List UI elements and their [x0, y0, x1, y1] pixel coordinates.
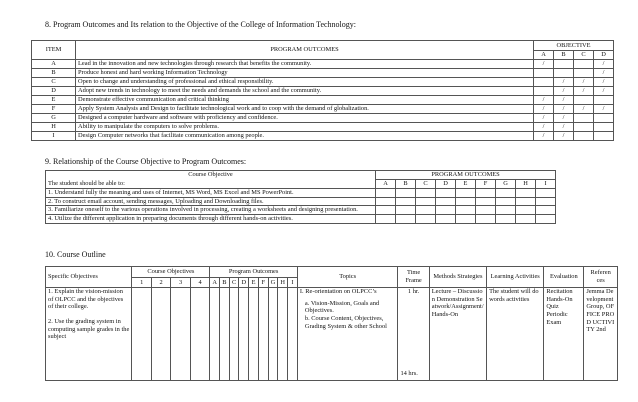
outcome-col: F	[476, 180, 496, 189]
learning-header: Learning Activities	[487, 267, 544, 288]
outcome-cell	[476, 189, 496, 198]
outcome-row	[32, 96, 614, 105]
objective-mark: /	[594, 87, 614, 96]
topics-header: Topics	[297, 267, 398, 288]
outcome-text: Demonstrate effective communication and critical thinking	[76, 96, 534, 105]
objective-mark: /	[534, 123, 554, 132]
outcome-cell	[376, 215, 396, 224]
outcome-cell	[476, 215, 496, 224]
objective-mark	[574, 69, 594, 78]
objective-col-c: C	[574, 51, 594, 60]
outcome-text: Apply System Analysis and Design to facilitate technological work and to coop with the demand of globalization.	[76, 105, 534, 114]
section-8-heading: 8. Program Outcomes and Its relation to the Objective of the College of Information Technology:	[45, 20, 356, 29]
outcome-cell	[416, 215, 436, 224]
objective-mark: /	[534, 96, 554, 105]
objective-col-b: B	[554, 51, 574, 60]
outcome-cell	[396, 189, 416, 198]
outcome-cell	[416, 189, 436, 198]
course-objective-num: 1	[132, 278, 151, 288]
time-frame-header: Time Frame	[398, 267, 429, 288]
outcome-item: A	[32, 60, 76, 69]
time-frame-1: 1 hr.	[407, 288, 420, 295]
outcome-text: Lead in the innovation and new technologies through research that benefits the community.	[76, 60, 534, 69]
objective-mark	[594, 123, 614, 132]
time-frame-cell	[398, 288, 429, 381]
objective-mark: /	[574, 78, 594, 87]
outcome-col: E	[456, 180, 476, 189]
outcome-cell	[456, 189, 476, 198]
objective-mark	[594, 96, 614, 105]
outcome-item: E	[32, 96, 76, 105]
objective-col-a: A	[534, 51, 554, 60]
outcome-cell	[396, 206, 416, 215]
objective-mark	[574, 132, 594, 141]
evaluation-cell: Recitation Hands-On Quiz Periodic Exam	[544, 288, 584, 381]
outcome-cell	[476, 206, 496, 215]
objective-mark: /	[554, 132, 574, 141]
outcome-row	[32, 132, 614, 141]
outcome-cell	[376, 189, 396, 198]
objective-mark: /	[554, 87, 574, 96]
course-objective-text: 1. Understand fully the meaning and uses of Internet, MS Word, MS Excel and MS PowerPoint.	[46, 189, 376, 198]
outcome-cell	[436, 189, 456, 198]
objective-mark	[554, 69, 574, 78]
course-objectives-header: Course Objectives	[132, 267, 210, 278]
outcome-cell	[456, 215, 476, 224]
outcome-cell	[516, 197, 536, 206]
program-outcome-letter: H	[278, 278, 288, 288]
objective-mark	[574, 123, 594, 132]
specific-objective-1: 1. Explain the vision-mission of OLPCC and the objectives of their college.	[48, 288, 124, 311]
specific-objective-2: 2. Use the grading system in computing sample grades in the subject	[48, 318, 130, 341]
learning-cell: The student will do words activities	[487, 288, 544, 381]
course-objective-row	[46, 206, 556, 215]
outcome-cell	[416, 197, 436, 206]
course-outline-table	[45, 266, 618, 381]
objective-mark: /	[534, 114, 554, 123]
outcome-cell	[456, 206, 476, 215]
outcome-cell	[496, 197, 516, 206]
outcome-row	[32, 105, 614, 114]
objective-mark	[594, 114, 614, 123]
specific-objectives-header: Specific Objectives	[46, 267, 132, 288]
program-outcome-letter: A	[210, 278, 220, 288]
outcome-row	[32, 123, 614, 132]
section-10-heading: 10. Course Outline	[45, 250, 106, 259]
outcome-cell	[536, 197, 556, 206]
outcome-cell	[376, 206, 396, 215]
outcome-cell	[396, 197, 416, 206]
objective-mark	[534, 69, 554, 78]
program-outcome-letter: F	[258, 278, 268, 288]
outcome-cell	[536, 189, 556, 198]
outcome-col: D	[436, 180, 456, 189]
outcome-row	[32, 60, 614, 69]
objective-mark: /	[554, 114, 574, 123]
course-objective-num: 4	[190, 278, 209, 288]
outcome-item: C	[32, 78, 76, 87]
program-outcome-letter: E	[249, 278, 259, 288]
program-outcome-letter: C	[229, 278, 239, 288]
objective-mark	[574, 114, 594, 123]
course-objective-row	[46, 197, 556, 206]
course-objective-row	[46, 189, 556, 198]
outcome-row	[32, 78, 614, 87]
outcome-item: G	[32, 114, 76, 123]
outcome-row	[32, 87, 614, 96]
outcome-text: Designed a computer hardware and software with proficiency and confidence.	[76, 114, 534, 123]
objective-mark	[574, 96, 594, 105]
topics-cell	[297, 288, 398, 381]
outcome-text: Produce honest and hard working Information Technology	[76, 69, 534, 78]
outcome-col: H	[516, 180, 536, 189]
course-objective-num: 2	[151, 278, 170, 288]
outcome-cell	[536, 215, 556, 224]
course-objective-row	[46, 215, 556, 224]
outcome-cell	[456, 197, 476, 206]
evaluation-header: Evaluation	[544, 267, 584, 288]
outcome-item: I	[32, 132, 76, 141]
outcome-cell	[496, 206, 516, 215]
objective-mark: /	[554, 78, 574, 87]
objective-mark	[534, 87, 554, 96]
item-header: ITEM	[32, 41, 76, 60]
outcome-item: H	[32, 123, 76, 132]
program-outcomes-header-10: Program Outcomes	[210, 267, 298, 278]
topic-b: b. Course Content, Objectives, Grading System & other School	[304, 315, 387, 330]
methods-cell: Lecture – Discussion Demonstration Seatwork/Assignment/ Hands-On	[429, 288, 486, 381]
methods-header: Methods Strategies	[429, 267, 486, 288]
objective-mark: /	[594, 78, 614, 87]
outcome-col: I	[536, 180, 556, 189]
outcome-col: B	[396, 180, 416, 189]
outcome-cell	[476, 197, 496, 206]
objective-mark: /	[594, 69, 614, 78]
program-outcomes-header: PROGRAM OUTCOMES	[76, 41, 534, 60]
objective-mark: /	[554, 96, 574, 105]
outcome-cell	[436, 215, 456, 224]
objective-mark	[534, 78, 554, 87]
outcome-item: F	[32, 105, 76, 114]
course-objective-text: 3. Familiarize oneself to the various operations involved in processing, creating a worksheets and designing presentation.	[46, 206, 376, 215]
objective-mark: /	[574, 87, 594, 96]
outcome-row	[32, 114, 614, 123]
program-outcome-letter: B	[220, 278, 230, 288]
outcome-cell	[516, 206, 536, 215]
program-outcome-letter: G	[268, 278, 278, 288]
time-frame-2: 14 hrs.	[400, 370, 418, 378]
objective-header: OBJECTIVE	[534, 41, 614, 51]
section-9-heading: 9. Relationship of the Course Objective to Program Outcomes:	[45, 157, 247, 166]
objective-mark	[554, 60, 574, 69]
program-outcome-letter: I	[288, 278, 298, 288]
objective-mark: /	[534, 60, 554, 69]
outcome-cell	[436, 206, 456, 215]
outcome-cell	[396, 215, 416, 224]
course-objective-header: Course Objective	[46, 171, 376, 180]
program-outcomes-table	[31, 40, 614, 141]
sec9-outcomes-header: PROGRAM OUTCOMES	[376, 171, 556, 180]
topic-a: a. Vision-Mission, Goals and Objectives.	[304, 299, 380, 315]
objective-mark	[594, 132, 614, 141]
outcome-text: Ability to manipulate the computers to solve problems.	[76, 123, 534, 132]
objective-mark: /	[554, 123, 574, 132]
outcome-text: Open to change and understanding of professional and ethical responsibility.	[76, 78, 534, 87]
objective-mark: /	[554, 105, 574, 114]
specific-objectives-cell	[46, 288, 132, 381]
outcome-row	[32, 69, 614, 78]
objective-mark: /	[594, 105, 614, 114]
topic-main: I. Re-orientation on OLPCC’s	[299, 288, 377, 295]
outcome-cell	[516, 189, 536, 198]
objective-mark: /	[574, 105, 594, 114]
objective-mark	[574, 60, 594, 69]
outcome-cell	[496, 215, 516, 224]
able-text: The student should be able to:	[46, 180, 376, 189]
references-header: Referen ces	[584, 267, 618, 288]
outcome-text: Design Computer networks that facilitate communication among people.	[76, 132, 534, 141]
course-objective-text: 4. Utilize the different application in preparing documents through different hands-on activities.	[46, 215, 376, 224]
objective-mark: /	[594, 60, 614, 69]
outcome-text: Adopt new trends in technology to meet the needs and demands the school and the community.	[76, 87, 534, 96]
outcome-cell	[376, 197, 396, 206]
outcome-cell	[416, 206, 436, 215]
course-objective-num: 3	[171, 278, 190, 288]
objective-col-d: D	[594, 51, 614, 60]
outcome-cell	[516, 215, 536, 224]
program-outcome-letter: D	[239, 278, 249, 288]
outcome-cell	[536, 206, 556, 215]
course-objective-table	[45, 170, 556, 224]
objective-mark: /	[534, 132, 554, 141]
outcome-col: C	[416, 180, 436, 189]
outcome-item: D	[32, 87, 76, 96]
outcome-cell	[436, 197, 456, 206]
references-cell: Jemma Development Group, OFFICE PROD UCTIVITY 2nd	[584, 288, 618, 381]
objective-mark: /	[534, 105, 554, 114]
course-objective-text: 2. To construct email account, sending messages, Uploading and Downloading files.	[46, 197, 376, 206]
outcome-col: G	[496, 180, 516, 189]
outcome-col: A	[376, 180, 396, 189]
outcome-cell	[496, 189, 516, 198]
outcome-item: B	[32, 69, 76, 78]
